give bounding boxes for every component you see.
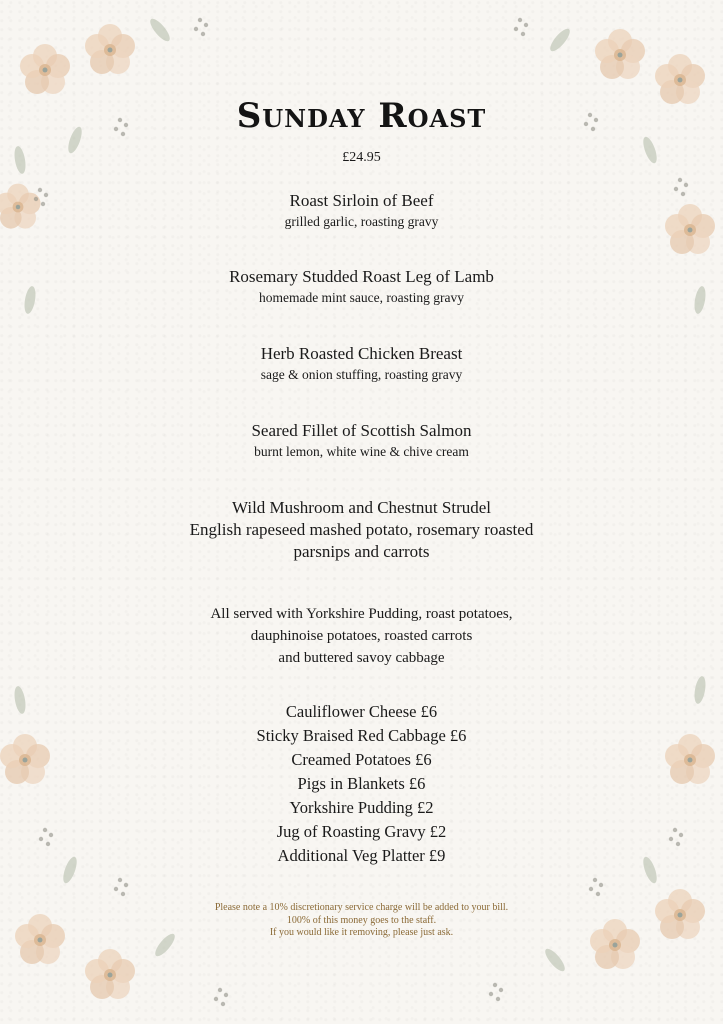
dish-item	[0, 343, 723, 385]
side-item: Cauliflower Cheese £6	[285, 702, 438, 721]
dish-name: Rosemary Studded Roast Leg of Lamb	[229, 267, 494, 286]
dish-description: burnt lemon, white wine & chive cream	[254, 444, 469, 459]
note-line: 100% of this money goes to the staff.	[286, 914, 437, 926]
side-item: Sticky Braised Red Cabbage £6	[256, 726, 467, 745]
menu-title: Sunday Roast	[236, 96, 487, 136]
sides-list	[0, 700, 723, 868]
menu-price: £24.95	[342, 150, 381, 165]
served-line: All served with Yorkshire Pudding, roast potatoes,	[210, 606, 513, 622]
served-line: dauphinoise potatoes, roasted carrots	[250, 628, 473, 644]
note-line: If you would like it removing, please just ask.	[269, 927, 454, 938]
served-line: and buttered savoy cabbage	[278, 650, 445, 666]
dish-description: sage & onion stuffing, roasting gravy	[260, 367, 463, 382]
dish-name: Roast Sirloin of Beef	[289, 191, 434, 210]
dish-item	[0, 266, 723, 308]
service-charge-note	[0, 902, 723, 940]
note-line: Please note a 10% discretionary service charge will be added to your bill.	[214, 902, 509, 913]
dish-description: English rapeseed mashed potato, rosemary roasted	[189, 520, 534, 539]
side-item: Pigs in Blankets £6	[297, 774, 426, 793]
dish-item	[0, 420, 723, 462]
vegetarian-dish	[0, 497, 723, 563]
dish-description: homemade mint sauce, roasting gravy	[258, 290, 465, 305]
dish-name: Herb Roasted Chicken Breast	[260, 344, 463, 363]
dish-item	[0, 190, 723, 232]
dish-name: Wild Mushroom and Chestnut Strudel	[231, 498, 492, 517]
dish-description: grilled garlic, roasting gravy	[284, 214, 439, 229]
side-item: Yorkshire Pudding £2	[289, 798, 434, 817]
side-item: Additional Veg Platter £9	[277, 846, 446, 865]
side-item: Jug of Roasting Gravy £2	[276, 822, 447, 841]
dish-description: parsnips and carrots	[293, 542, 430, 561]
served-with-text	[0, 603, 723, 669]
side-item: Creamed Potatoes £6	[291, 750, 432, 769]
dish-name: Seared Fillet of Scottish Salmon	[251, 421, 472, 440]
